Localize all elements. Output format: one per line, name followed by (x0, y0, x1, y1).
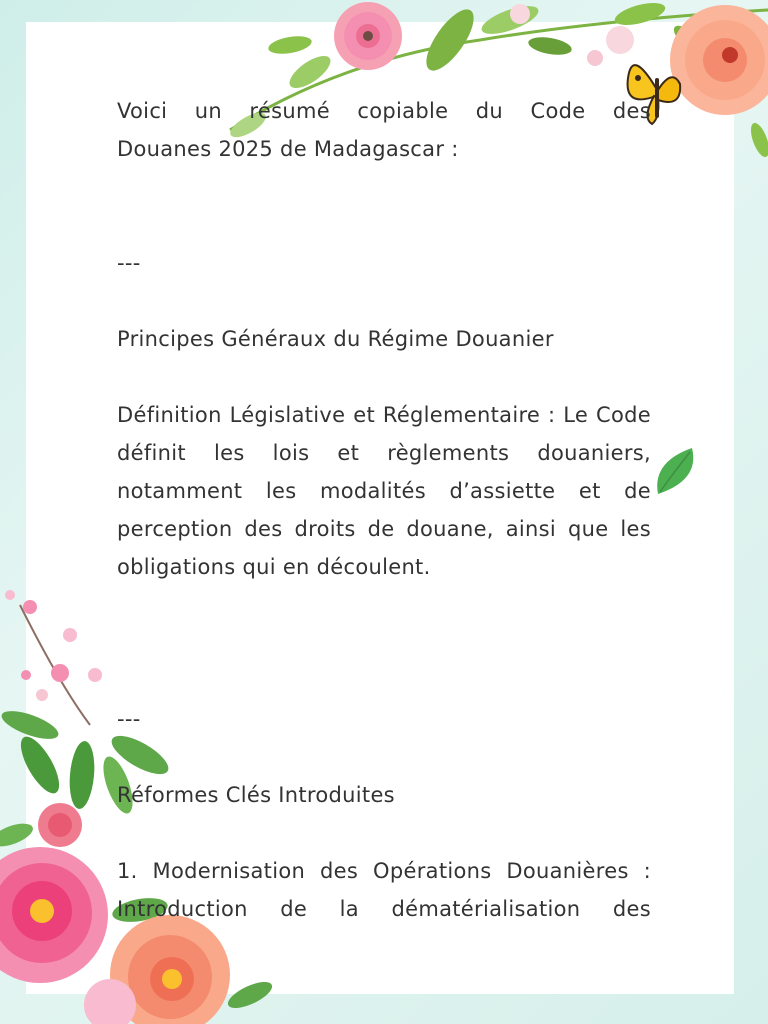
intro-line-1: Voici un résumé copiable du Code des (117, 99, 651, 123)
list-item-line-1: 1. Modernisation des Opérations Douanières : (117, 859, 651, 883)
section-title: Principes Généraux du Régime Douanier (117, 327, 554, 351)
definition-paragraph: Définition Législative et Réglementaire : Le Code définit les lois et règlements douaniers, notamment les modalités d’assiette et de perception des droits de douane, ainsi que les obligations qui en découlent. (117, 403, 651, 579)
section-title: Réformes Clés Introduites (117, 783, 395, 807)
leaf-icon (652, 444, 698, 500)
intro-line-2: Douanes 2025 de Madagascar : (117, 137, 459, 161)
list-item-line-2: Introduction de la dématérialisation des (117, 897, 651, 921)
separator: --- (117, 251, 141, 275)
document-body (117, 92, 651, 928)
separator: --- (117, 707, 141, 731)
